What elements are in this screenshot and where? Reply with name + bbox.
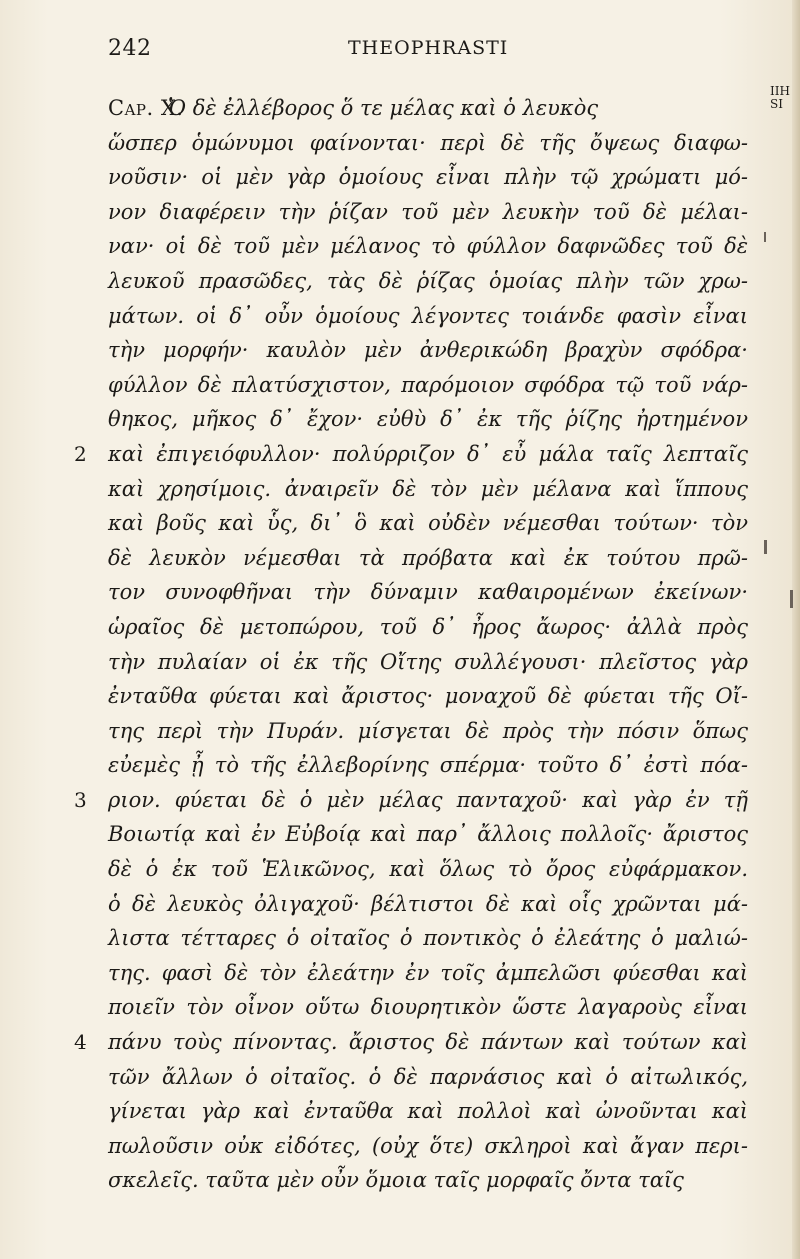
text-line bbox=[108, 195, 770, 230]
text-line bbox=[108, 126, 770, 161]
line-text: καὶ ἐπιγειόφυλλον· πολύρριζον δ᾽ εὖ μάλα ταῖς λεπταῖς bbox=[108, 441, 749, 466]
text-line bbox=[108, 299, 770, 334]
line-text: ὥσπερ ὁμώνυμοι φαίνονται· περὶ δὲ τῆς ὄψεως διαφω- bbox=[108, 130, 748, 155]
line-text: Ὁ δὲ ἐλλέβορος ὅ τε μέλας καὶ ὁ λευκὸς bbox=[168, 96, 599, 120]
text-line bbox=[108, 1094, 770, 1129]
line-text: σκελεῖς. ταῦτα μὲν οὖν ὅμοια ταῖς μορφαῖς ὄντα ταῖς bbox=[108, 1168, 684, 1193]
line-text: τὴν μορφήν· καυλὸν μὲν ἀνθερικώδη βραχὺν σφόδρα· bbox=[108, 338, 748, 363]
text-line bbox=[108, 1129, 770, 1164]
text-line bbox=[108, 748, 770, 783]
line-text: γίνεται γὰρ καὶ ἐνταῦθα καὶ πολλοὶ καὶ ὠνοῦνται καὶ bbox=[108, 1099, 749, 1124]
line-text: ὁ δὲ λευκὸς ὀλιγαχοῦ· βέλτιστοι δὲ καὶ οἷς χρῶνται μά- bbox=[108, 891, 748, 916]
section-number: 2 bbox=[74, 441, 87, 466]
text-line bbox=[74, 783, 770, 818]
greek-text-block bbox=[74, 84, 790, 1198]
line-text: θηκος, μῆκος δ᾽ ἔχον· εὐθὺ δ᾽ ἐκ τῆς ῥίζης ἠρτημένον bbox=[108, 407, 748, 432]
line-text: ὡραῖος δὲ μετοπώρου, τοῦ δ᾽ ἦρος ἄωρος· ἀλλὰ πρὸς bbox=[108, 614, 748, 639]
line-text: της. φασὶ δὲ τὸν ἐλεάτην ἐν τοῖς ἀμπελῶσι φύεσθαι καὶ bbox=[108, 960, 749, 985]
margin-mark bbox=[790, 590, 793, 608]
line-text: ποιεῖν τὸν οἶνον οὕτω διουρητικὸν ὥστε λαγαροὺς εἶναι bbox=[108, 995, 749, 1020]
margin-mark bbox=[764, 232, 766, 242]
text-line bbox=[108, 921, 770, 956]
line-text: τῶν ἄλλων ὁ οἰταῖος. ὁ δὲ παρνάσιος καὶ ὁ αἰτωλικός, bbox=[108, 1064, 749, 1089]
text-line bbox=[108, 714, 770, 749]
text-line bbox=[108, 229, 770, 264]
line-text: λιστα τέτταρες ὁ οἰταῖος ὁ ποντικὸς ὁ ἐλεάτης ὁ μαλιώ- bbox=[108, 926, 748, 951]
chapter-label: Cap. X. bbox=[108, 96, 184, 120]
text-line bbox=[108, 956, 770, 991]
line-text: ριον. φύεται δὲ ὁ μὲν μέλας πανταχοῦ· καὶ γὰρ ἐν τῇ bbox=[108, 787, 748, 812]
line-text: πάνυ τοὺς πίνοντας. ἄριστος δὲ πάντων καὶ τούτων καὶ bbox=[108, 1030, 749, 1055]
line-text: τον συνοφθῆναι τὴν δύναμιν καθαιρομένων ἐκείνων· bbox=[108, 580, 748, 605]
margin-reference-line: SI bbox=[770, 97, 783, 111]
running-title: THEOPHRASTI bbox=[348, 37, 509, 59]
text-line bbox=[108, 264, 770, 299]
text-line bbox=[108, 84, 790, 126]
text-line bbox=[108, 1060, 770, 1095]
margin-reference bbox=[770, 85, 800, 111]
text-line bbox=[108, 852, 770, 887]
text-line bbox=[108, 990, 770, 1025]
text-line bbox=[74, 437, 770, 472]
text-line bbox=[108, 506, 770, 541]
line-text: μάτων. οἱ δ᾽ οὖν ὁμοίους λέγοντες τοιάνδε φασὶν εἶναι bbox=[108, 303, 748, 328]
text-line bbox=[108, 333, 770, 368]
line-text: δὲ λευκὸν νέμεσθαι τὰ πρόβατα καὶ ἐκ τούτου πρῶ- bbox=[108, 545, 748, 570]
text-line bbox=[108, 817, 770, 852]
text-line bbox=[108, 472, 770, 507]
text-line bbox=[108, 368, 770, 403]
margin-reference-line: IIH bbox=[770, 84, 790, 98]
line-text: ναν· οἱ δὲ τοῦ μὲν μέλανος τὸ φύλλον δαφνῶδες τοῦ δὲ bbox=[108, 234, 749, 259]
line-text: ἐνταῦθα φύεται καὶ ἄριστος· μοναχοῦ δὲ φύεται τῆς Οἴ- bbox=[108, 684, 748, 709]
line-text: της περὶ τὴν Πυράν. μίσγεται δὲ πρὸς τὴν πόσιν ὅπως bbox=[108, 718, 748, 743]
text-line bbox=[108, 402, 770, 437]
line-text: λευκοῦ πρασῶδες, τὰς δὲ ῥίζας ὁμοίας πλὴν τῶν χρω- bbox=[108, 268, 748, 293]
text-line bbox=[108, 887, 770, 922]
line-text: Βοιωτίᾳ καὶ ἐν Εὐβοίᾳ καὶ παρ᾽ ἄλλοις πολλοῖς· ἄριστος bbox=[108, 822, 749, 847]
text-line bbox=[108, 575, 770, 610]
page-number: 242 bbox=[108, 36, 152, 61]
text-line bbox=[108, 1163, 770, 1198]
line-text: νον διαφέρειν τὴν ῥίζαν τοῦ μὲν λευκὴν τοῦ δὲ μέλαι- bbox=[108, 199, 749, 224]
line-text: πωλοῦσιν οὐκ εἰδότες, (οὐχ ὅτε) σκληροὶ καὶ ἄγαν περι- bbox=[108, 1133, 748, 1158]
line-text: εὐεμὲς ᾖ τὸ τῆς ἐλλεβορίνης σπέρμα· τοῦτο δ᾽ ἐστὶ πόα- bbox=[108, 753, 748, 778]
text-line bbox=[108, 610, 770, 645]
line-text: νοῦσιν· οἱ μὲν γὰρ ὁμοίους εἶναι πλὴν τῷ χρώματι μό- bbox=[108, 165, 748, 190]
text-line bbox=[108, 679, 770, 714]
text-line bbox=[108, 645, 770, 680]
page-edge-shadow bbox=[792, 0, 800, 1259]
text-line bbox=[74, 1025, 770, 1060]
line-text: τὴν πυλαίαν οἱ ἐκ τῆς Οἴτης συλλέγουσι· πλεῖστος γὰρ bbox=[108, 649, 749, 674]
page-header bbox=[108, 36, 748, 66]
line-text: καὶ χρησίμοις. ἀναιρεῖν δὲ τὸν μὲν μέλανα καὶ ἵππους bbox=[108, 476, 748, 501]
line-text: καὶ βοῦς καὶ ὗς, δι᾽ ὃ καὶ οὐδὲν νέμεσθαι τούτων· τὸν bbox=[108, 511, 749, 536]
section-number: 4 bbox=[74, 1030, 87, 1055]
line-text: δὲ ὁ ἐκ τοῦ Ἑλικῶνος, καὶ ὅλως τὸ ὄρος εὐφάρμακον. bbox=[108, 857, 748, 882]
text-line bbox=[108, 160, 770, 195]
margin-mark bbox=[764, 540, 767, 554]
text-line bbox=[108, 541, 770, 576]
section-number: 3 bbox=[74, 787, 87, 812]
line-text: φύλλον δὲ πλατύσχιστον, παρόμοιον σφόδρα τῷ τοῦ νάρ- bbox=[108, 372, 748, 397]
